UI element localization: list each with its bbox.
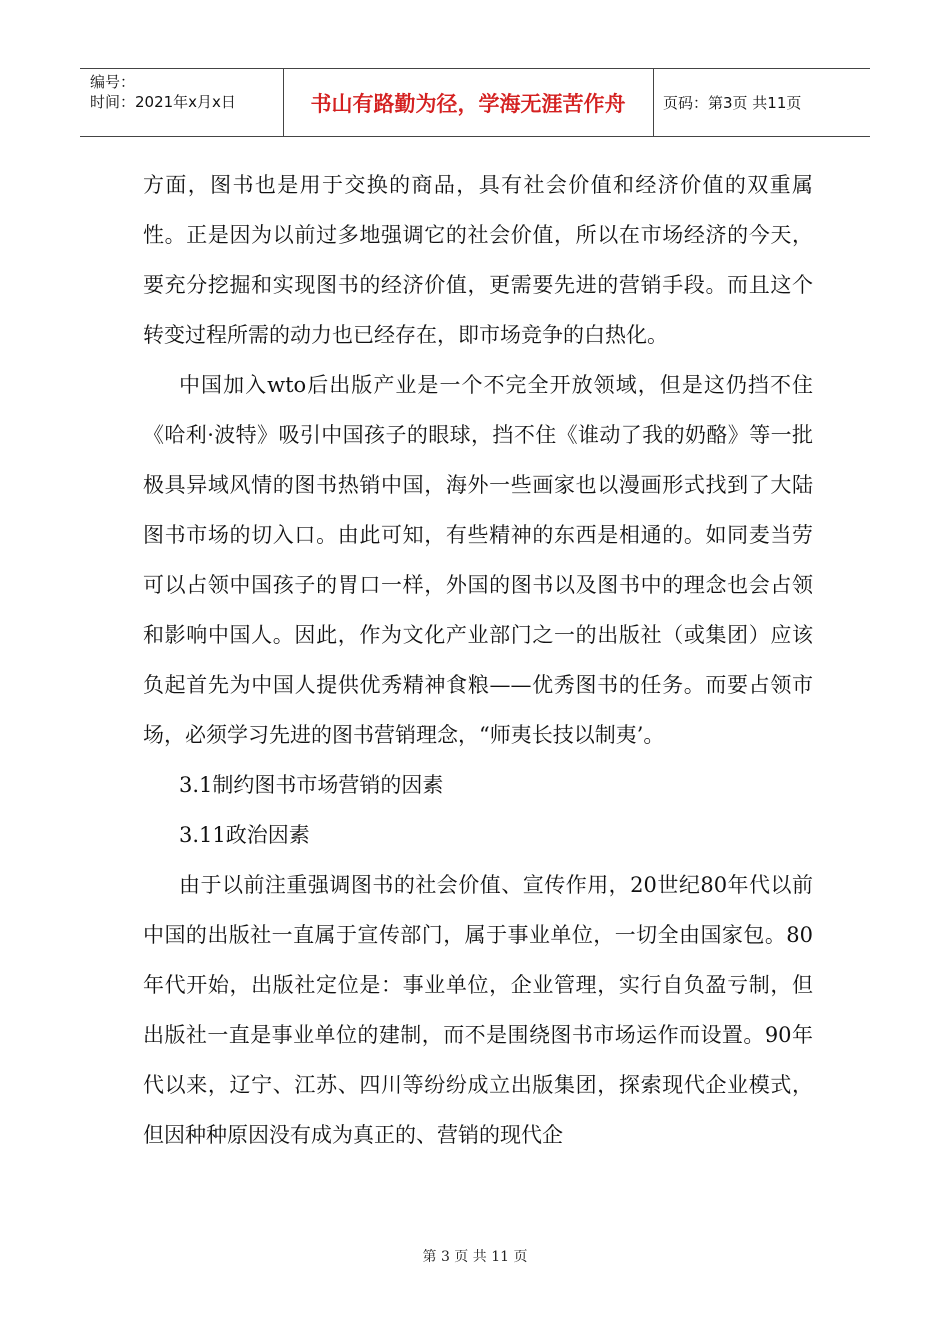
header-motto: 书山有路勤为径，学海无涯苦作舟 (310, 92, 626, 116)
header-page-indicator: 页码：第3页 共11页 (663, 94, 802, 112)
header-bottom-rule (80, 136, 870, 137)
header-meta (90, 72, 280, 112)
paragraph-0: 方面，图书也是用于交换的商品，具有社会价值和经济价值的双重属性。正是因为以前过多地强调它的社会价值，所以在市场经济的今天，要充分挖掘和实现图书的经济价值，更需要先进的营销手段。而且这个转变过程所需的动力也已经存在，即市场竞争的白热化。 (143, 173, 813, 347)
document-number-label: 编号： (90, 73, 136, 91)
document-date-label: 时间：2021年x月x日 (90, 93, 236, 111)
document-body (143, 160, 813, 1160)
page-footer: 第 3 页 共 11 页 (422, 1249, 528, 1265)
header-top-rule (80, 68, 870, 69)
section-heading-3-1: 3.1制约图书市场营销的因素 (179, 773, 444, 797)
paragraph-1: 中国加入wto后出版产业是一个不完全开放领域，但是这仍挡不住《哈利·波特》吸引中国孩子的眼球，挡不住《谁动了我的奶酪》等一批极具异域风情的图书热销中国，海外一些画家也以漫画形式找到了大陆图书市场的切入口。由此可知，有些精神的东西是相通的。如同麦当劳可以占领中国孩子的胃口一样，外国的图书以及图书中的理念也会占领和影响中国人。因此，作为文化产业部门之一的出版社（或集团）应该负起首先为中国人提供优秀精神食粮——优秀图书的任务。而要占领市场，必须学习先进的图书营销理念，“师夷长技以制夷’。 (143, 373, 813, 747)
section-heading-3-11: 3.11政治因素 (179, 823, 310, 847)
paragraph-4: 由于以前注重强调图书的社会价值、宣传作用，20世纪80年代以前中国的出版社一直属于宣传部门，属于事业单位，一切全由国家包。80年代开始，出版社定位是：事业单位，企业管理，实行自负盈亏制，但出版社一直是事业单位的建制，而不是围绕图书市场运作而设置。90年代以来，辽宁、江苏、四川等纷纷成立出版集团，探索现代企业模式，但因种种原因没有成为真正的、营销的现代企 (143, 873, 813, 1147)
header-separator-right (653, 68, 654, 136)
